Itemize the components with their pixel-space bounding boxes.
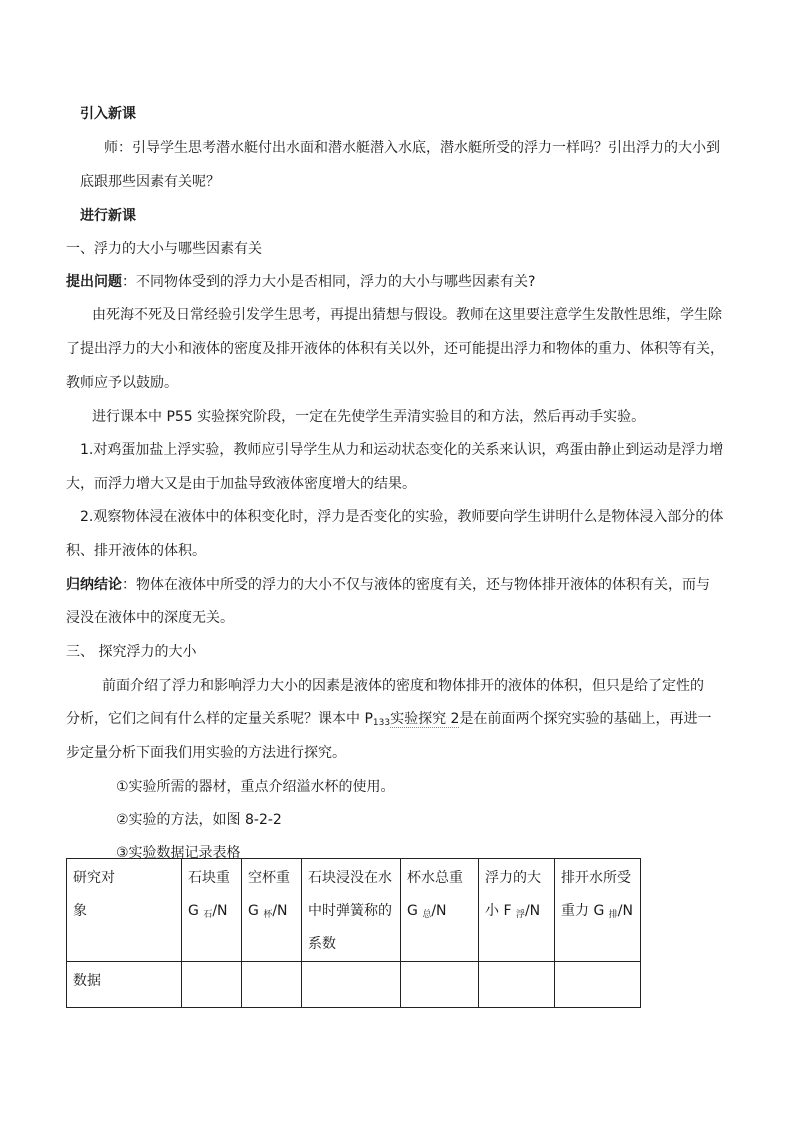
experiment-ref: 实验探究 2 xyxy=(390,711,460,727)
data-cell-stone xyxy=(182,962,242,1008)
para2: 进行课本中 P55 实验探究阶段，一定在先使学生弄清实验目的和方法，然后再动手实验。 xyxy=(92,409,646,425)
data-label: 数据 xyxy=(67,962,182,1008)
question-label: 提出问题 xyxy=(66,274,122,290)
step2: ②实验的方法，如图 8-2-2 xyxy=(116,812,282,828)
header-cup-water-total: 杯水总重 G $_总$/N xyxy=(401,859,479,962)
item2-line2: 积、排开液体的体积。 xyxy=(66,543,206,559)
table-header-row xyxy=(67,859,641,962)
part3-para-line2: 分析，它们之间有什么样的定量关系呢？课本中 $P_{133}$实验探究 2是在前面两个探究实验的基础上，再进一 xyxy=(66,711,712,728)
part1-title: 一、浮力的大小与哪些因素有关 xyxy=(66,241,262,257)
para1-line3: 教师应予以鼓励。 xyxy=(66,375,178,391)
intro-teacher-line1: 师：引导学生思考潜水艇付出水面和潜水艇潜入水底，潜水艇所受的浮力一样吗？引出浮力的大小到 xyxy=(104,140,720,156)
question-text: ：不同物体受到的浮力大小是否相同，浮力的大小与哪些因素有关? xyxy=(122,274,536,290)
intro-teacher-line2: 底跟那些因素有关呢？ xyxy=(80,174,220,190)
part3-title: 三、 探究浮力的大小 xyxy=(66,644,197,660)
step3: ③实验数据记录表格 xyxy=(116,845,241,861)
conclusion-text-1: ：物体在液体中所受的浮力的大小不仅与液体的密度有关，还与物体排开液体的体积有关，而与 xyxy=(122,577,710,593)
para1-line1: 由死海不死及日常经验引发学生思考，再提出猜想与假设。教师在这里要注意学生发散性思维，学生除 xyxy=(92,307,722,323)
question-line xyxy=(66,272,535,292)
intro-heading: 引入新课 xyxy=(80,106,136,122)
conclusion-line1 xyxy=(66,575,710,595)
header-stone-weight: 石块重 G $_石$/N xyxy=(182,859,242,962)
data-cell-buoyancy xyxy=(479,962,555,1008)
new-lesson-heading: 进行新课 xyxy=(80,208,136,224)
item1-line2: 大，而浮力增大又是由于加盐导致液体密度增大的结果。 xyxy=(66,476,416,492)
header-research-object: 研究对 象 xyxy=(67,859,182,962)
conclusion-line2: 浸没在液体中的深度无关。 xyxy=(66,610,234,626)
data-cell-scale xyxy=(302,962,401,1008)
page-subscript: 133 xyxy=(372,718,391,728)
header-empty-cup-weight: 空杯重 G $_杯$/N xyxy=(242,859,302,962)
experiment-data-table xyxy=(66,858,641,1008)
header-buoyancy: 浮力的大 小 F $_浮$/N xyxy=(479,859,555,962)
part3-para-line3: 步定量分析下面我们用实验的方法进行探究。 xyxy=(66,745,346,761)
data-cell-cup xyxy=(242,962,302,1008)
table-data-row xyxy=(67,962,641,1008)
step1: ①实验所需的器材，重点介绍溢水杯的使用。 xyxy=(116,779,395,795)
item2-line1: 2.观察物体浸在液体中的体积变化时，浮力是否变化的实验，教师要向学生讲明什么是物体浸入部分的体 xyxy=(80,509,724,525)
data-cell-displaced xyxy=(555,962,641,1008)
item1-line1: 1.对鸡蛋加盐上浮实验，教师应引导学生从力和运动状态变化的关系来认识，鸡蛋由静止到运动是浮力增 xyxy=(80,442,724,458)
part3-para-line1: 前面介绍了浮力和影响浮力大小的因素是液体的密度和物体排开的液体的体积，但只是给了定性的 xyxy=(102,678,704,694)
data-cell-total xyxy=(401,962,479,1008)
conclusion-label: 归纳结论 xyxy=(66,577,122,593)
header-displaced-water-weight: 排开水所受 重力 G $_排$/N xyxy=(555,859,641,962)
header-spring-scale-reading: 石块浸没在水 中时弹簧称的 系数 xyxy=(302,859,401,962)
para1-line2: 了提出浮力的大小和液体的密度及排开液体的体积有关以外，还可能提出浮力和物体的重力、体积等有关， xyxy=(66,341,724,357)
